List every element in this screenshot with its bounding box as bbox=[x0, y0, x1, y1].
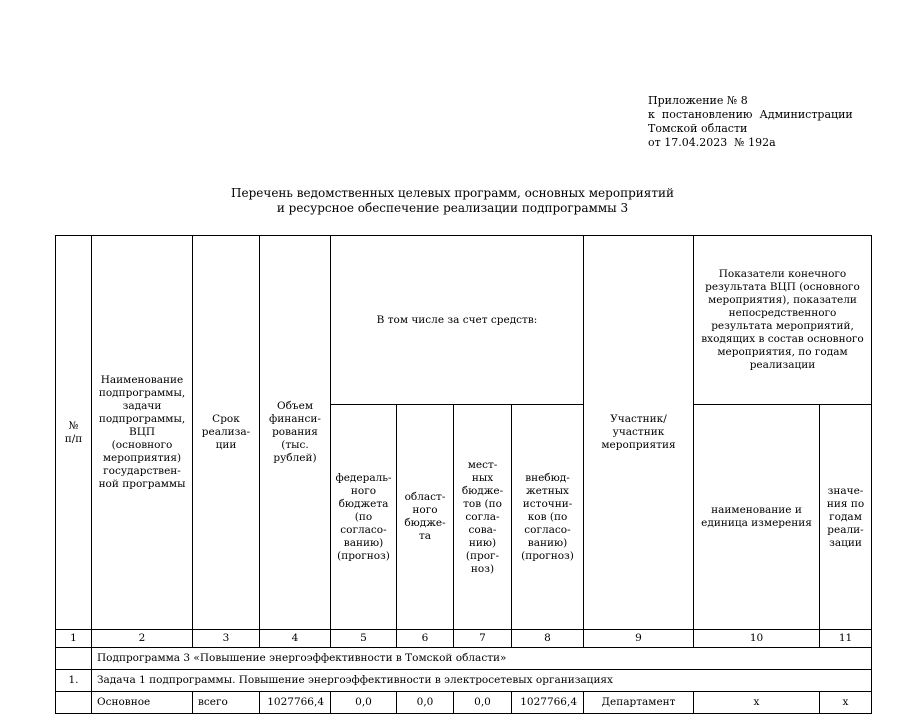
task-title: Задача 1 подпрограммы. Повышение энергоэффективности в электросетевых организациях bbox=[92, 670, 872, 692]
subprogram-row bbox=[56, 648, 872, 670]
data-ind-values: х bbox=[820, 692, 872, 714]
column-number-4: 4 bbox=[260, 630, 331, 648]
header-local-line-1: мест- bbox=[467, 458, 498, 471]
data-ind-name: х bbox=[694, 692, 820, 714]
column-number-9: 9 bbox=[584, 630, 694, 648]
data-num bbox=[56, 692, 92, 714]
column-number-3: 3 bbox=[193, 630, 260, 648]
header-extrabudget-line-5: согласо- bbox=[524, 523, 571, 536]
header-ind-values-line-3: годам bbox=[829, 510, 862, 523]
header-volume-line-1: Объем bbox=[277, 400, 313, 412]
appendix-line-1: Приложение № 8 bbox=[648, 94, 748, 107]
header-term-line-1: Срок bbox=[212, 413, 240, 425]
data-term: всего bbox=[193, 692, 260, 714]
header-participant-line-3: мероприятия bbox=[601, 439, 676, 451]
header-indicators-line-2: результата ВЦП (основного bbox=[705, 281, 860, 293]
header-volume-line-4: (тыс. bbox=[281, 439, 309, 451]
header-federal-line-4: (по bbox=[354, 510, 373, 523]
appendix-line-2: к постановлению Администрации bbox=[648, 108, 853, 121]
header-indicators-line-8: реализации bbox=[749, 359, 816, 371]
header-num-line-2: п/п bbox=[64, 432, 83, 445]
header-ind-values-line-5: зации bbox=[829, 536, 862, 549]
header-name-line-9: ной программы bbox=[98, 478, 186, 490]
header-extrabudget-line-2: жетных bbox=[526, 484, 569, 497]
header-indicators-line-1: Показатели конечного bbox=[718, 268, 847, 280]
data-federal: 0,0 bbox=[331, 692, 397, 714]
header-regional-line-1: област- bbox=[404, 491, 446, 503]
header-volume bbox=[260, 236, 331, 630]
column-number-7: 7 bbox=[454, 630, 512, 648]
header-regional bbox=[397, 405, 454, 630]
header-name-line-2: подпрограммы, bbox=[98, 387, 186, 399]
data-row bbox=[56, 692, 872, 714]
header-federal bbox=[331, 405, 397, 630]
column-number-10: 10 bbox=[694, 630, 820, 648]
header-local-line-5: согла- bbox=[465, 510, 500, 523]
task-num: 1. bbox=[56, 670, 92, 692]
header-federal-line-5: согласо- bbox=[340, 523, 387, 536]
header-ind-values bbox=[820, 405, 872, 630]
data-local: 0,0 bbox=[454, 692, 512, 714]
header-volume-line-5: рублей) bbox=[273, 452, 317, 464]
header-volume-line-2: финанси- bbox=[269, 413, 321, 425]
header-local-line-8: (прог- bbox=[465, 549, 500, 562]
header-regional-line-4: та bbox=[418, 530, 432, 542]
header-ind-name-line-2: единица измерения bbox=[701, 517, 812, 529]
header-indicators-line-3: мероприятия), показатели bbox=[708, 294, 857, 306]
title-line-2: и ресурсное обеспечение реализации подпрограммы 3 bbox=[276, 201, 629, 215]
header-name-line-3: задачи bbox=[122, 400, 162, 412]
header-term-line-3: ции bbox=[215, 439, 237, 451]
column-number-8: 8 bbox=[512, 630, 584, 648]
subprogram-title: Подпрограмма 3 «Повышение энергоэффективности в Томской области» bbox=[92, 648, 872, 670]
document-title bbox=[0, 186, 905, 216]
column-number-2: 2 bbox=[92, 630, 193, 648]
header-extrabudget-line-7: (прогноз) bbox=[521, 549, 574, 562]
header-local-line-7: нию) bbox=[468, 536, 497, 549]
header-participant-line-2: участник bbox=[612, 426, 665, 438]
header-including: В том числе за счет средств: bbox=[331, 236, 584, 405]
header-name-line-5: ВЦП bbox=[128, 426, 156, 438]
header-name bbox=[92, 236, 193, 630]
header-volume-line-3: рования bbox=[272, 426, 318, 438]
header-local-line-9: ноз) bbox=[470, 562, 495, 575]
header-name-line-8: государствен- bbox=[103, 465, 181, 477]
appendix-block bbox=[648, 94, 853, 150]
header-federal-line-3: бюджета bbox=[338, 497, 389, 510]
title-line-1: Перечень ведомственных целевых программ, основных мероприятий bbox=[231, 186, 674, 200]
header-participant-line-1: Участник/ bbox=[610, 413, 667, 425]
header-name-line-6: (основного bbox=[111, 439, 173, 451]
header-name-line-7: мероприятия) bbox=[102, 452, 182, 464]
header-federal-line-6: ванию) bbox=[343, 536, 384, 549]
header-indicators-line-6: входящих в состав основного bbox=[701, 333, 864, 345]
column-number-5: 5 bbox=[331, 630, 397, 648]
program-table bbox=[55, 235, 872, 714]
appendix-line-3: Томской области bbox=[648, 122, 748, 135]
header-regional-line-2: ного bbox=[412, 504, 438, 516]
header-indicators bbox=[694, 236, 872, 405]
header-ind-name-line-1: наименование и bbox=[711, 504, 802, 516]
header-ind-values-line-1: значе- bbox=[827, 484, 864, 497]
header-num bbox=[56, 236, 92, 630]
header-ind-values-line-2: ния по bbox=[826, 497, 865, 510]
data-participant: Департамент bbox=[584, 692, 694, 714]
header-federal-line-1: федераль- bbox=[335, 471, 392, 484]
header-name-line-1: Наименование bbox=[100, 374, 184, 386]
column-number-6: 6 bbox=[397, 630, 454, 648]
column-number-row bbox=[56, 630, 872, 648]
header-extrabudget-line-1: внебюд- bbox=[525, 471, 570, 484]
task-row bbox=[56, 670, 872, 692]
header-ind-values-line-4: реали- bbox=[827, 523, 864, 536]
header-term-line-2: реализа- bbox=[201, 426, 251, 438]
data-regional: 0,0 bbox=[397, 692, 454, 714]
header-local bbox=[454, 405, 512, 630]
data-name: Основное bbox=[92, 692, 193, 714]
header-ind-name bbox=[694, 405, 820, 630]
header-extrabudget-line-6: ванию) bbox=[527, 536, 568, 549]
header-indicators-line-5: результата мероприятий, bbox=[711, 320, 854, 332]
subprogram-num bbox=[56, 648, 92, 670]
header-local-line-3: бюдже- bbox=[461, 484, 504, 497]
header-federal-line-7: (прогноз) bbox=[337, 549, 390, 562]
header-extrabudget-line-4: ков (по bbox=[527, 510, 568, 523]
column-number-11: 11 bbox=[820, 630, 872, 648]
header-local-line-6: сова- bbox=[468, 523, 497, 536]
header-name-line-4: подпрограммы, bbox=[98, 413, 186, 425]
data-extrabudget: 1027766,4 bbox=[512, 692, 584, 714]
header-regional-line-3: бюдже- bbox=[404, 517, 446, 529]
appendix-line-4: от 17.04.2023 № 192а bbox=[648, 136, 776, 149]
data-volume: 1027766,4 bbox=[260, 692, 331, 714]
header-participant bbox=[584, 236, 694, 630]
header-federal-line-2: ного bbox=[350, 484, 377, 497]
header-indicators-line-4: непосредственного bbox=[728, 307, 837, 319]
header-extrabudget-line-3: источни- bbox=[522, 497, 573, 510]
header-local-line-2: ных bbox=[471, 471, 494, 484]
column-number-1: 1 bbox=[56, 630, 92, 648]
header-num-line-1: № bbox=[68, 419, 79, 432]
header-term bbox=[193, 236, 260, 630]
header-indicators-line-7: мероприятия, по годам bbox=[717, 346, 848, 358]
header-extrabudget bbox=[512, 405, 584, 630]
header-local-line-4: тов (по bbox=[463, 497, 502, 510]
